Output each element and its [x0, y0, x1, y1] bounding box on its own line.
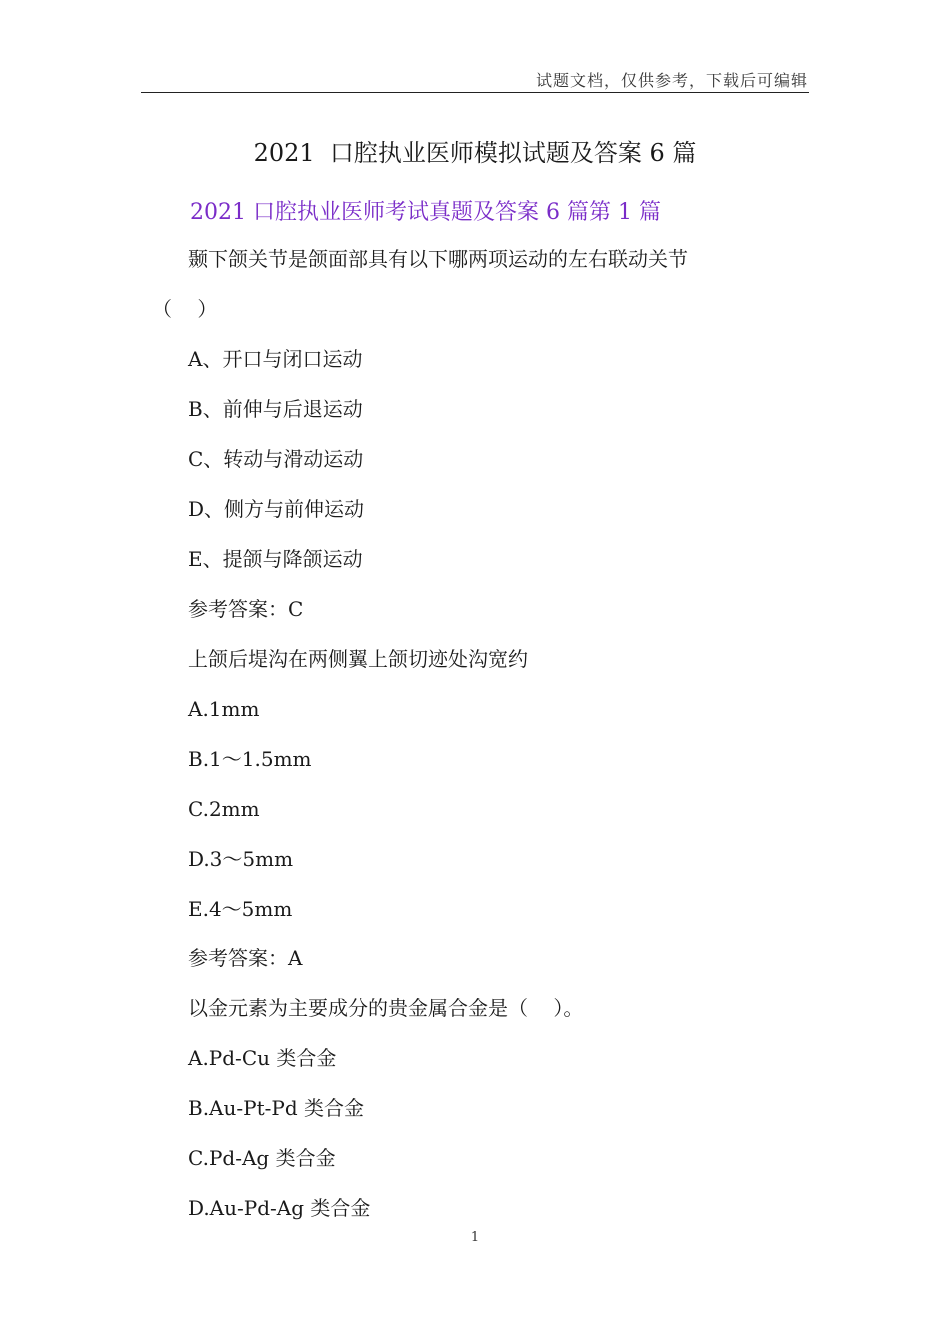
question-3-option-d: D.Au-Pd-Ag 类合金: [188, 1196, 371, 1220]
question-1-stem-continued: （ ）: [152, 297, 218, 321]
page-number: 1: [470, 1230, 480, 1245]
question-1-option-e: E、提颌与降颌运动: [188, 547, 363, 571]
question-2-answer: 参考答案：A: [188, 946, 303, 970]
question-1-option-d: D、侧方与前伸运动: [188, 497, 365, 521]
header-divider: [141, 92, 809, 93]
question-1-option-c: C、转动与滑动运动: [188, 447, 364, 471]
question-3-option-b: B.Au-Pt-Pd 类合金: [188, 1096, 365, 1120]
question-1-option-b: B、前伸与后退运动: [188, 397, 363, 421]
question-2-option-b: B.1～1.5mm: [188, 747, 312, 771]
question-2-option-d: D.3～5mm: [188, 847, 294, 871]
question-1-option-a: A、开口与闭口运动: [188, 347, 363, 371]
question-1-answer: 参考答案：C: [188, 597, 304, 621]
header-note: 试题文档，仅供参考，下载后可编辑: [535, 71, 808, 90]
question-1-stem: 颞下颌关节是颌面部具有以下哪两项运动的左右联动关节: [188, 247, 688, 271]
question-2-option-c: C.2mm: [188, 797, 260, 821]
section-title: 2021 口腔执业医师考试真题及答案 6 篇第 1 篇: [190, 200, 661, 225]
question-3-option-c: C.Pd-Ag 类合金: [188, 1146, 336, 1170]
question-3-stem: 以金元素为主要成分的贵金属合金是（ ）。: [188, 996, 584, 1020]
question-2-option-e: E.4～5mm: [188, 897, 293, 921]
document-title: 2021 口腔执业医师模拟试题及答案 6 篇: [253, 139, 697, 167]
question-2-option-a: A.1mm: [188, 697, 260, 721]
question-3-option-a: A.Pd-Cu 类合金: [188, 1046, 337, 1070]
question-2-stem: 上颌后堤沟在两侧翼上颌切迹处沟宽约: [188, 647, 528, 671]
